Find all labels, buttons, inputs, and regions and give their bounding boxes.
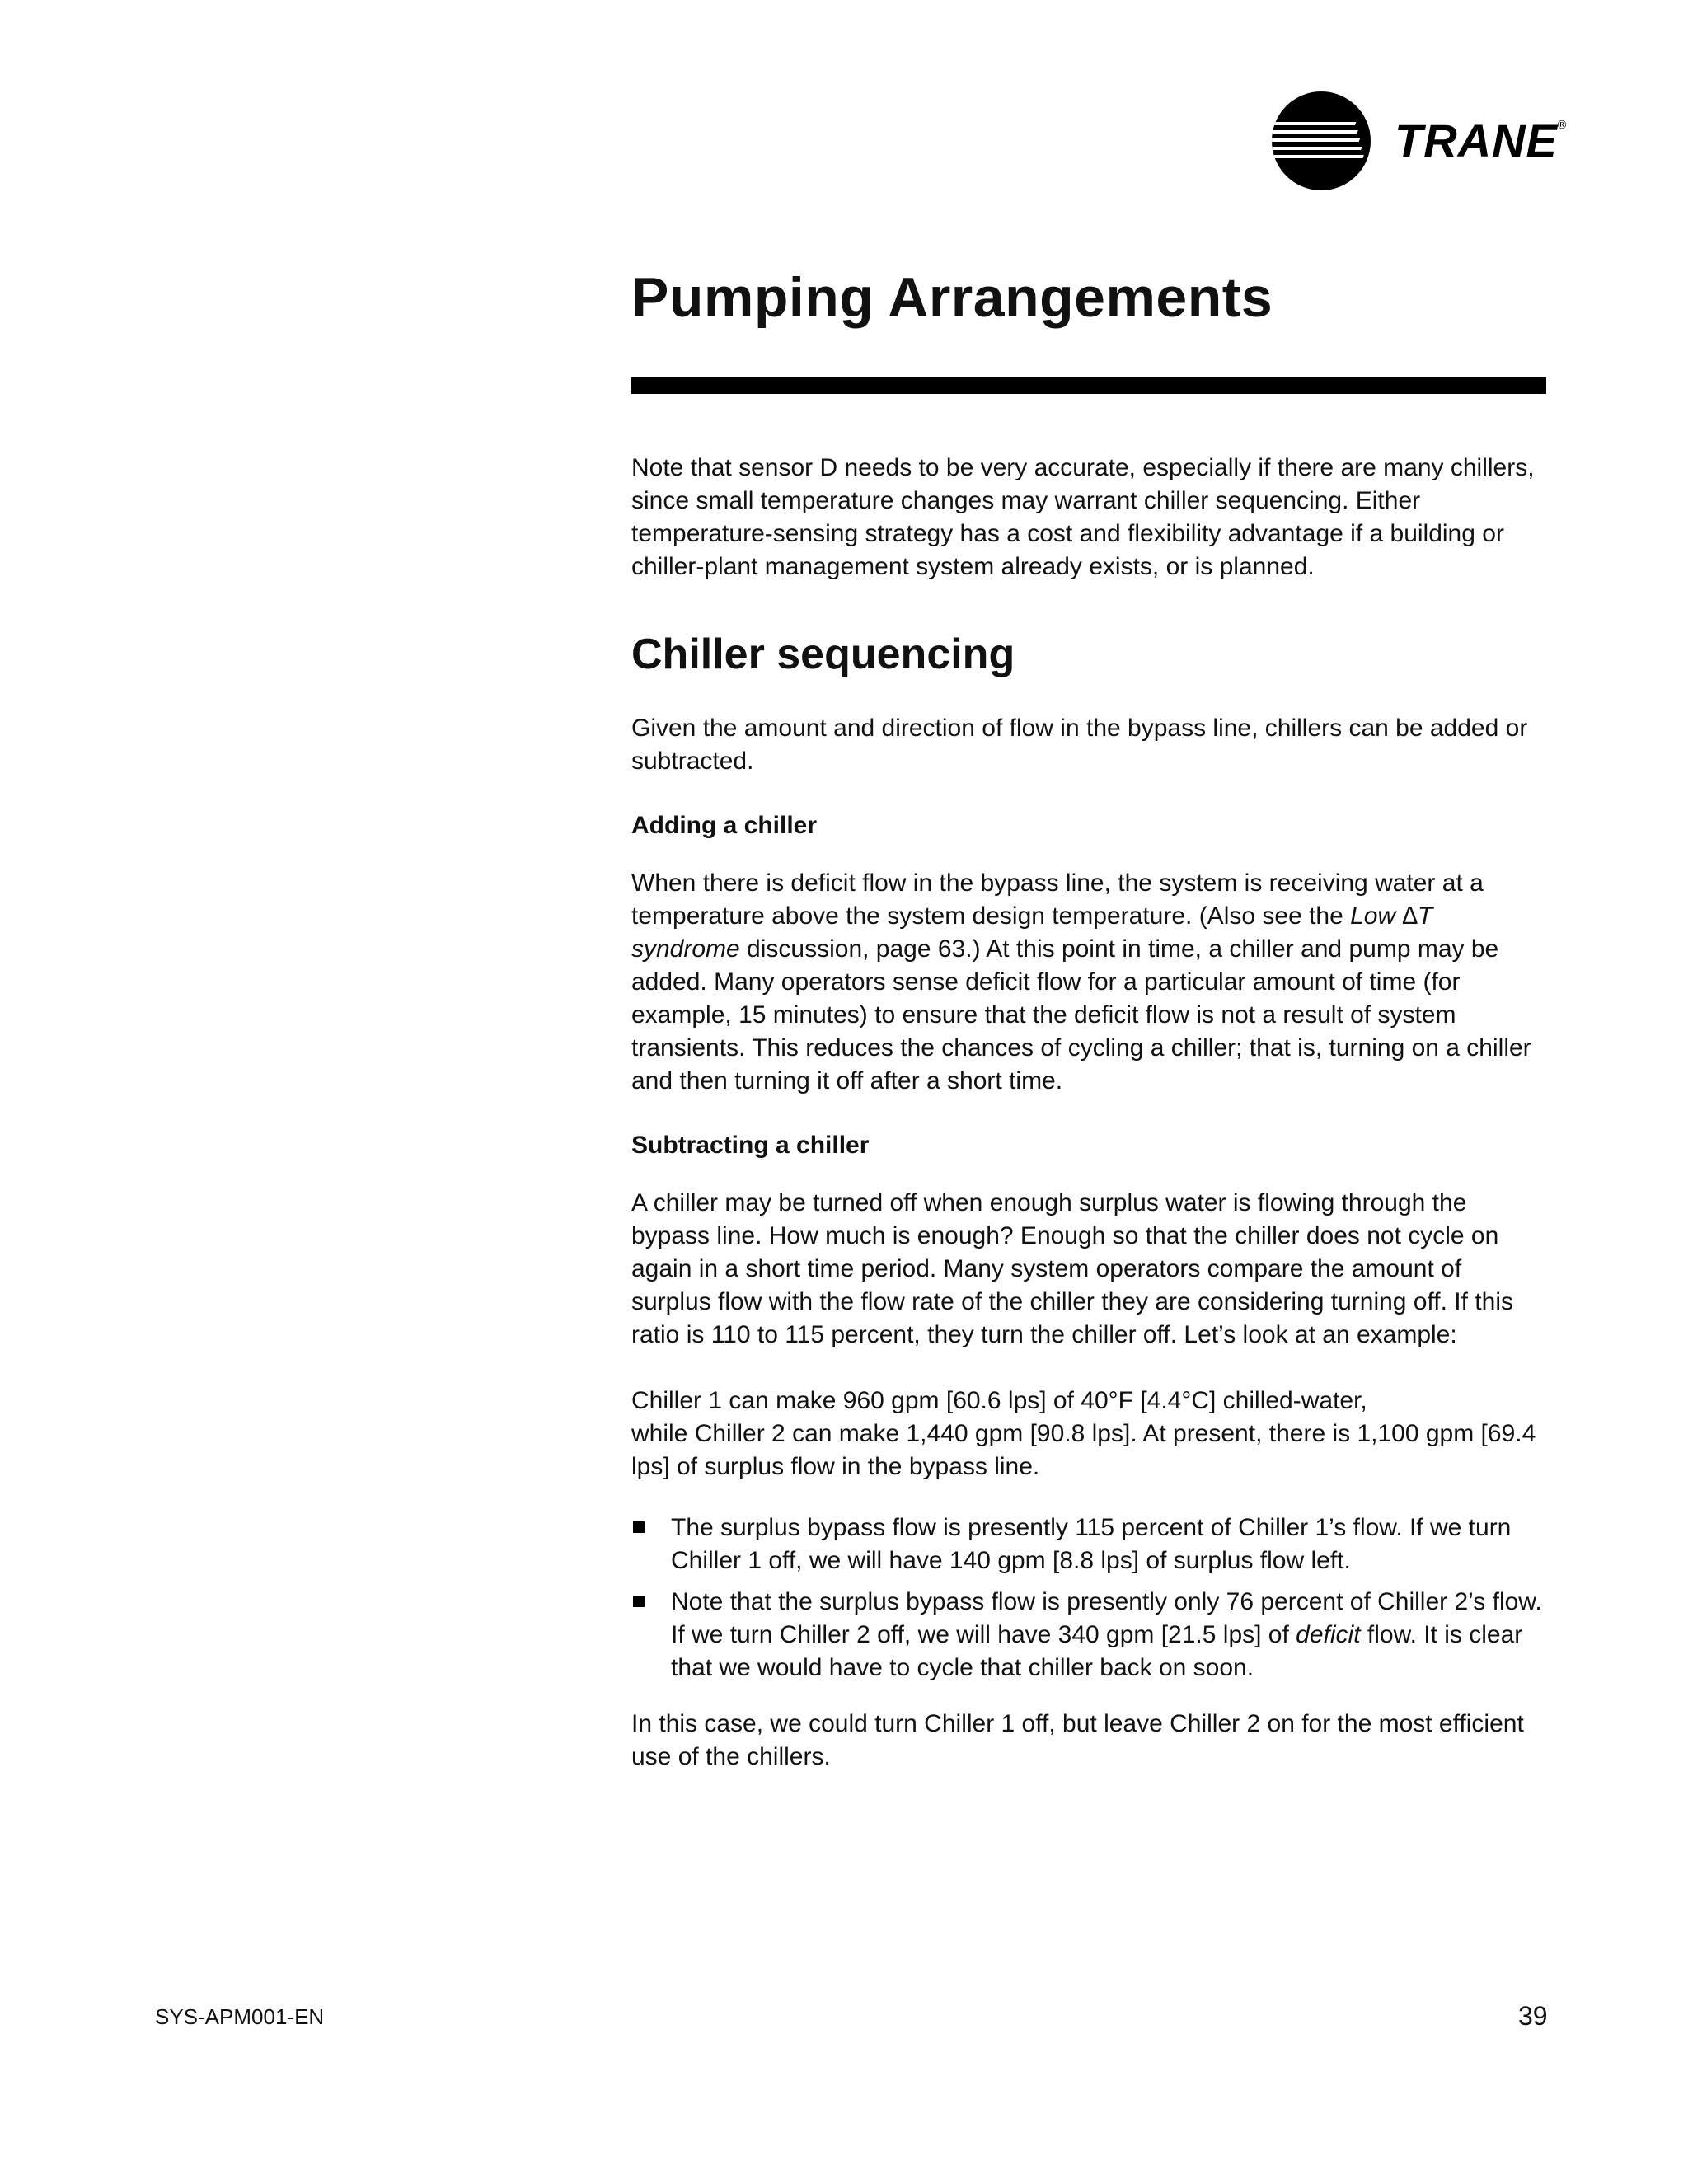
footer-page-number: 39 — [1518, 2001, 1548, 2031]
example-line-2: while Chiller 2 can make 1,440 gpm [90.8 lps]. At present, there is 1,100 gpm [69.4 lps] of surplus flow in the bypass line. — [631, 1420, 1536, 1480]
subtracting-chiller-heading: Subtracting a chiller — [631, 1132, 870, 1159]
main-content — [631, 452, 1546, 1774]
page-title: Pumping Arrangements — [631, 266, 1273, 329]
adding-text-start: When there is deficit flow in the bypass line, the system is receiving water at a temperature above the system design temperature. (Also see the — [631, 869, 1484, 930]
low-delta-t-reference: Low ∆T syndrome — [631, 902, 1433, 963]
adding-chiller-paragraph — [631, 867, 1546, 1098]
logo-wordmark: TRANE — [1395, 115, 1558, 166]
trane-logo-icon — [1269, 89, 1373, 193]
example-paragraph — [631, 1385, 1546, 1483]
section-heading: Chiller sequencing — [631, 630, 1015, 678]
conclusion-paragraph: In this case, we could turn Chiller 1 off, but leave Chiller 2 on for the most efficient use of the chillers. — [631, 1710, 1524, 1770]
trane-logo — [1269, 89, 1566, 193]
list-item — [631, 1586, 1546, 1685]
square-bullet-icon — [633, 1521, 645, 1533]
section-intro-paragraph: Given the amount and direction of flow in the bypass line, chillers can be added or subtracted. — [631, 715, 1528, 775]
example-bullet-list — [631, 1511, 1546, 1685]
bullet-text-end: flow. It is clear that we would have to cycle that chiller back on soon. — [671, 1621, 1523, 1681]
bullet-text-start: Note that the surplus bypass flow is presently only 76 percent of Chiller 2’s flow. If we turn Chiller 2 off, we will have 340 gpm [21.5 lps] of — [671, 1588, 1542, 1648]
adding-chiller-heading: Adding a chiller — [631, 812, 818, 839]
subtracting-chiller-paragraph: A chiller may be turned off when enough surplus water is flowing through the bypass line. How much is enough? Enough so that the chiller does not cycle on again in a short time period. Many system operators compare the amount of surplus flow with the flow rate of the chiller they are considering turning off. If this ratio is 110 to 115 percent, they turn the chiller off. Let’s look at an example: — [631, 1189, 1513, 1348]
bullet-text: The surplus bypass flow is presently 115 percent of Chiller 1’s flow. If we turn Chiller 1 off, we will have 140 gpm [8.8 lps] of surplus flow left. — [671, 1514, 1512, 1574]
square-bullet-icon — [633, 1596, 645, 1607]
title-rule — [631, 377, 1546, 394]
deficit-emphasis: deficit — [1296, 1621, 1361, 1648]
footer-document-id: SYS-APM001-EN — [155, 2004, 325, 2029]
registered-mark: ® — [1556, 119, 1568, 132]
example-line-1: Chiller 1 can make 960 gpm [60.6 lps] of 40°F [4.4°C] chilled-water, — [631, 1387, 1367, 1414]
list-item — [631, 1511, 1546, 1577]
adding-text-end: discussion, page 63.) At this point in time, a chiller and pump may be added. Many operators sense deficit flow for a particular amount of time (for example, 15 minutes) to ensure that the deficit flow is not a result of system transients. This reduces the chances of cycling a chiller; that is, turning on a chiller and then turning it off after a short time. — [631, 935, 1531, 1094]
intro-paragraph: Note that sensor D needs to be very accurate, especially if there are many chillers, since small temperature changes may warrant chiller sequencing. Either temperature-sensing strategy has a cost and flexibility advantage if a building or chiller-plant management system already exists, or is planned. — [631, 454, 1535, 580]
